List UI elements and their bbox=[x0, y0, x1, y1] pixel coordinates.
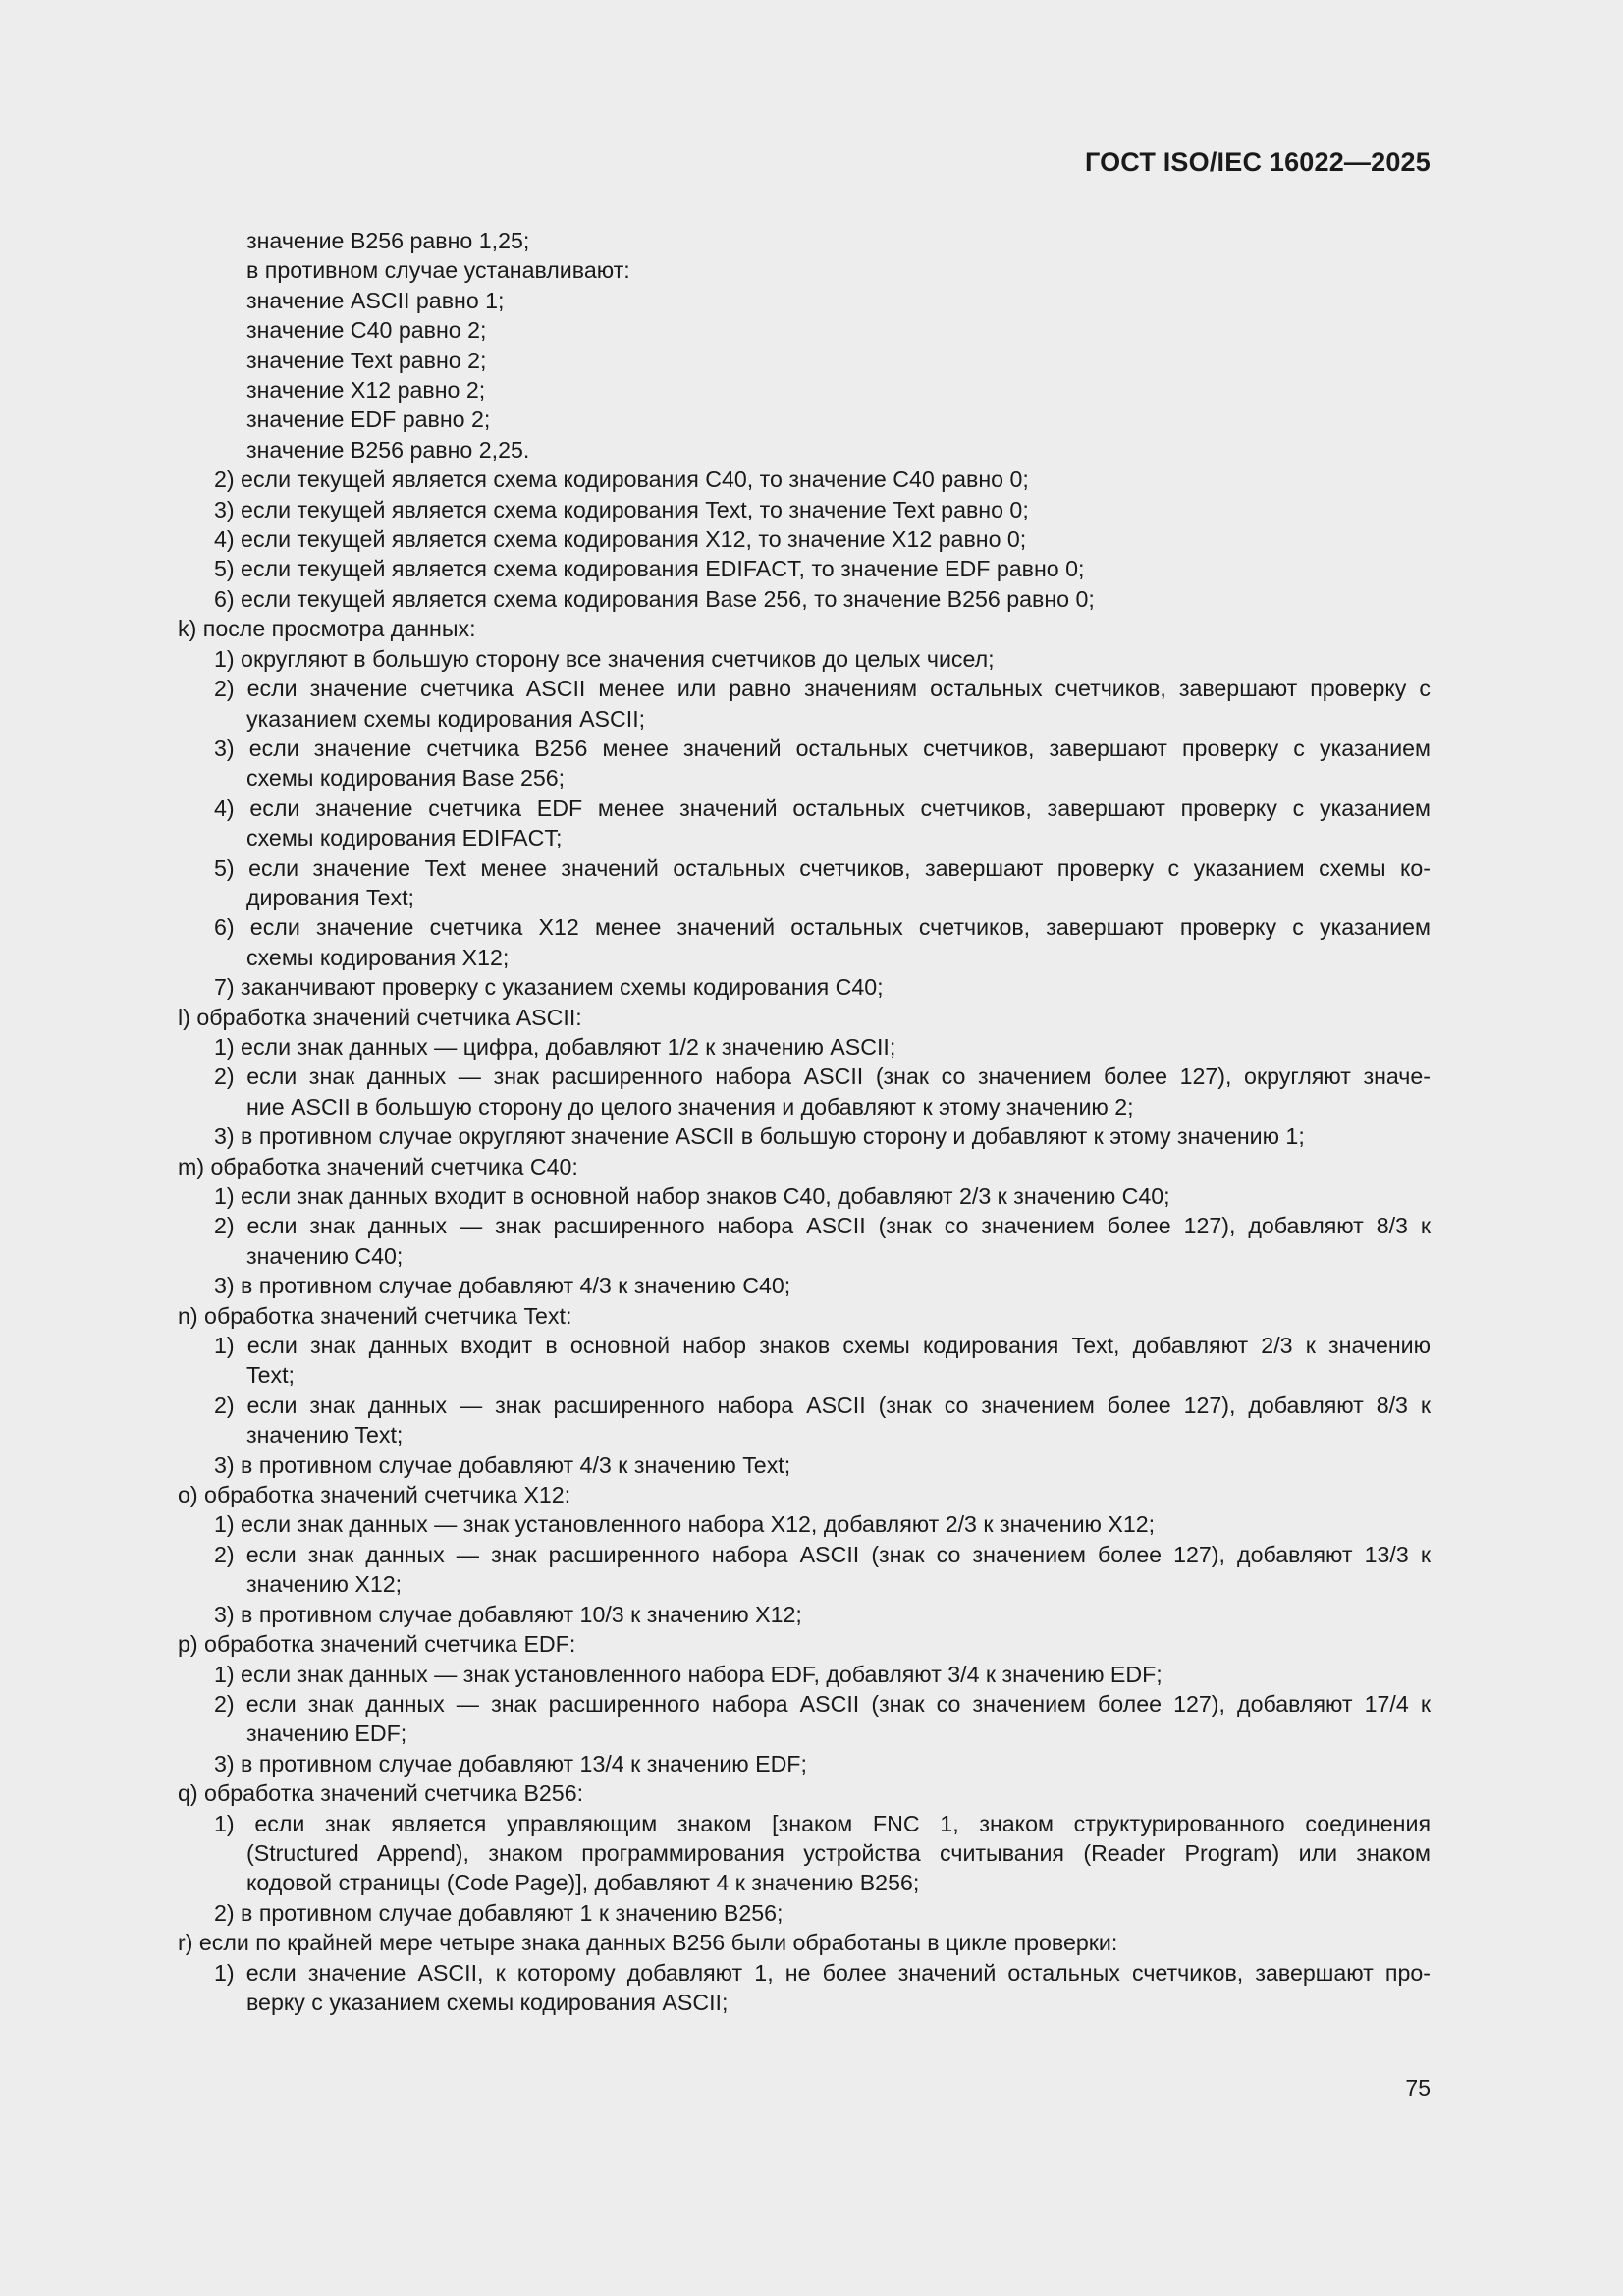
document-body bbox=[178, 226, 1431, 2017]
text-line: схемы кодирования X12; bbox=[246, 944, 510, 970]
text-line: 3) в противном случае округляют значение ASCII в большую сторону и добавляют к этому значению 1; bbox=[214, 1123, 1305, 1150]
text-line: значение ASCII равно 1; bbox=[246, 287, 505, 313]
text-line: значению C40; bbox=[246, 1242, 404, 1269]
text-line: схемы кодирования EDIFACT; bbox=[246, 825, 563, 851]
page-number: 75 bbox=[1405, 2075, 1431, 2101]
text-line: 1) если знак данных входит в основной набор знаков схемы кодирования Text, добавляют 2/3 к значению bbox=[214, 1333, 1431, 1359]
text-line: o) обработка значений счетчика X12: bbox=[178, 1482, 571, 1508]
text-line: r) если по крайней мере четыре знака данных B256 были обработаны в цикле проверки: bbox=[178, 1930, 1118, 1956]
text-line: 5) если значение Text менее значений остальных счетчиков, завершают проверку с указанием схемы ко- bbox=[214, 854, 1431, 881]
text-line: 2) если значение счетчика ASCII менее или равно значениям остальных счетчиков, завершают проверку с bbox=[214, 676, 1431, 702]
text-line: 3) в противном случае добавляют 13/4 к значению EDF; bbox=[214, 1750, 807, 1777]
text-line: n) обработка значений счетчика Text: bbox=[178, 1302, 572, 1329]
text-line: 2) если знак данных — знак расширенного набора ASCII (знак со значением более 127), добавляют 13/3 к bbox=[214, 1541, 1431, 1567]
text-line: значению X12; bbox=[246, 1571, 403, 1598]
text-line: 1) если знак данных — знак установленного набора X12, добавляют 2/3 к значению X12; bbox=[214, 1511, 1156, 1538]
text-line: (Structured Append), знаком программирования устройства считывания (Reader Program) или знаком bbox=[246, 1839, 1431, 1866]
text-line: 7) заканчивают проверку с указанием схемы кодирования C40; bbox=[214, 974, 884, 1001]
text-line: m) обработка значений счетчика C40: bbox=[178, 1153, 578, 1179]
text-line: 2) в противном случае добавляют 1 к значению B256; bbox=[214, 1899, 784, 1926]
text-line: 3) в противном случае добавляют 10/3 к значению X12; bbox=[214, 1601, 802, 1627]
text-line: 1) если значение ASCII, к которому добавляют 1, не более значений остальных счетчиков, завершают про- bbox=[214, 1959, 1431, 1986]
text-line: 3) в противном случае добавляют 4/3 к значению Text; bbox=[214, 1451, 791, 1478]
text-line: значению EDF; bbox=[246, 1721, 407, 1747]
text-line: значение B256 равно 1,25; bbox=[246, 228, 530, 253]
text-line: 2) если знак данных — знак расширенного набора ASCII (знак со значением более 127), добавляют 8/3 к bbox=[214, 1392, 1431, 1418]
text-line: 6) если текущей является схема кодирования Base 256, то значение B256 равно 0; bbox=[214, 585, 1095, 612]
document-header: ГОСТ ISO/IEC 16022—2025 bbox=[1084, 147, 1431, 177]
text-line: 3) если значение счетчика B256 менее значений остальных счетчиков, завершают проверку с указанием bbox=[214, 735, 1431, 761]
text-line: q) обработка значений счетчика B256: bbox=[178, 1780, 584, 1807]
text-line: значению Text; bbox=[246, 1422, 404, 1449]
text-line: Text; bbox=[246, 1362, 295, 1389]
text-line: верку с указанием схемы кодирования ASCII; bbox=[246, 1989, 729, 2015]
text-line: p) обработка значений счетчика EDF: bbox=[178, 1631, 576, 1658]
text-line: дирования Text; bbox=[246, 884, 414, 910]
text-line: значение Text равно 2; bbox=[246, 347, 487, 373]
text-line: 1) округляют в большую сторону все значения счетчиков до целых чисел; bbox=[214, 645, 995, 672]
text-line: 2) если знак данных — знак расширенного набора ASCII (знак со значением более 127), добавляют 17/4 к bbox=[214, 1690, 1431, 1717]
text-line: 6) если значение счетчика X12 менее значений остальных счетчиков, завершают проверку с указанием bbox=[214, 914, 1431, 941]
text-line: 3) в противном случае добавляют 4/3 к значению C40; bbox=[214, 1273, 791, 1299]
text-line: указанием схемы кодирования ASCII; bbox=[246, 705, 646, 732]
text-line: 2) если знак данных — знак расширенного набора ASCII (знак со значением более 127), добавляют 8/3 к bbox=[214, 1213, 1431, 1239]
text-line: k) после просмотра данных: bbox=[178, 616, 476, 642]
text-line: 2) если текущей является схема кодирования C40, то значение C40 равно 0; bbox=[214, 466, 1029, 493]
text-line: 4) если текущей является схема кодирования X12, то значение X12 равно 0; bbox=[214, 526, 1027, 553]
text-line: 1) если знак данных — цифра, добавляют 1/2 к значению ASCII; bbox=[214, 1033, 896, 1060]
text-line: схемы кодирования Base 256; bbox=[246, 765, 566, 792]
text-line: 1) если знак данных — знак установленного набора EDF, добавляют 3/4 к значению EDF; bbox=[214, 1661, 1163, 1687]
text-line: ние ASCII в большую сторону до целого значения и добавляют к этому значению 2; bbox=[246, 1093, 1134, 1120]
text-line: 3) если текущей является схема кодирования Text, то значение Text равно 0; bbox=[214, 496, 1029, 522]
text-line: 4) если значение счетчика EDF менее значений остальных счетчиков, завершают проверку с указанием bbox=[214, 794, 1431, 821]
text-line: 1) если знак является управляющим знаком [знаком FNC 1, знаком структурированного соединения bbox=[214, 1810, 1431, 1836]
text-line: в противном случае устанавливают: bbox=[246, 257, 630, 284]
text-line: 1) если знак данных входит в основной набор знаков C40, добавляют 2/3 к значению C40; bbox=[214, 1183, 1170, 1209]
text-line: значение C40 равно 2; bbox=[246, 317, 487, 344]
text-line: l) обработка значений счетчика ASCII: bbox=[178, 1004, 582, 1030]
text-line: 2) если знак данных — знак расширенного набора ASCII (знак со значением более 127), округляют значе- bbox=[214, 1064, 1431, 1090]
text-line: значение EDF равно 2; bbox=[246, 407, 491, 433]
text-line: кодовой страницы (Code Page)], добавляют 4 к значению B256; bbox=[246, 1870, 920, 1896]
text-line: значение X12 равно 2; bbox=[246, 377, 486, 404]
text-line: значение B256 равно 2,25. bbox=[246, 436, 530, 463]
text-line: 5) если текущей является схема кодирования EDIFACT, то значение EDF равно 0; bbox=[214, 556, 1085, 582]
